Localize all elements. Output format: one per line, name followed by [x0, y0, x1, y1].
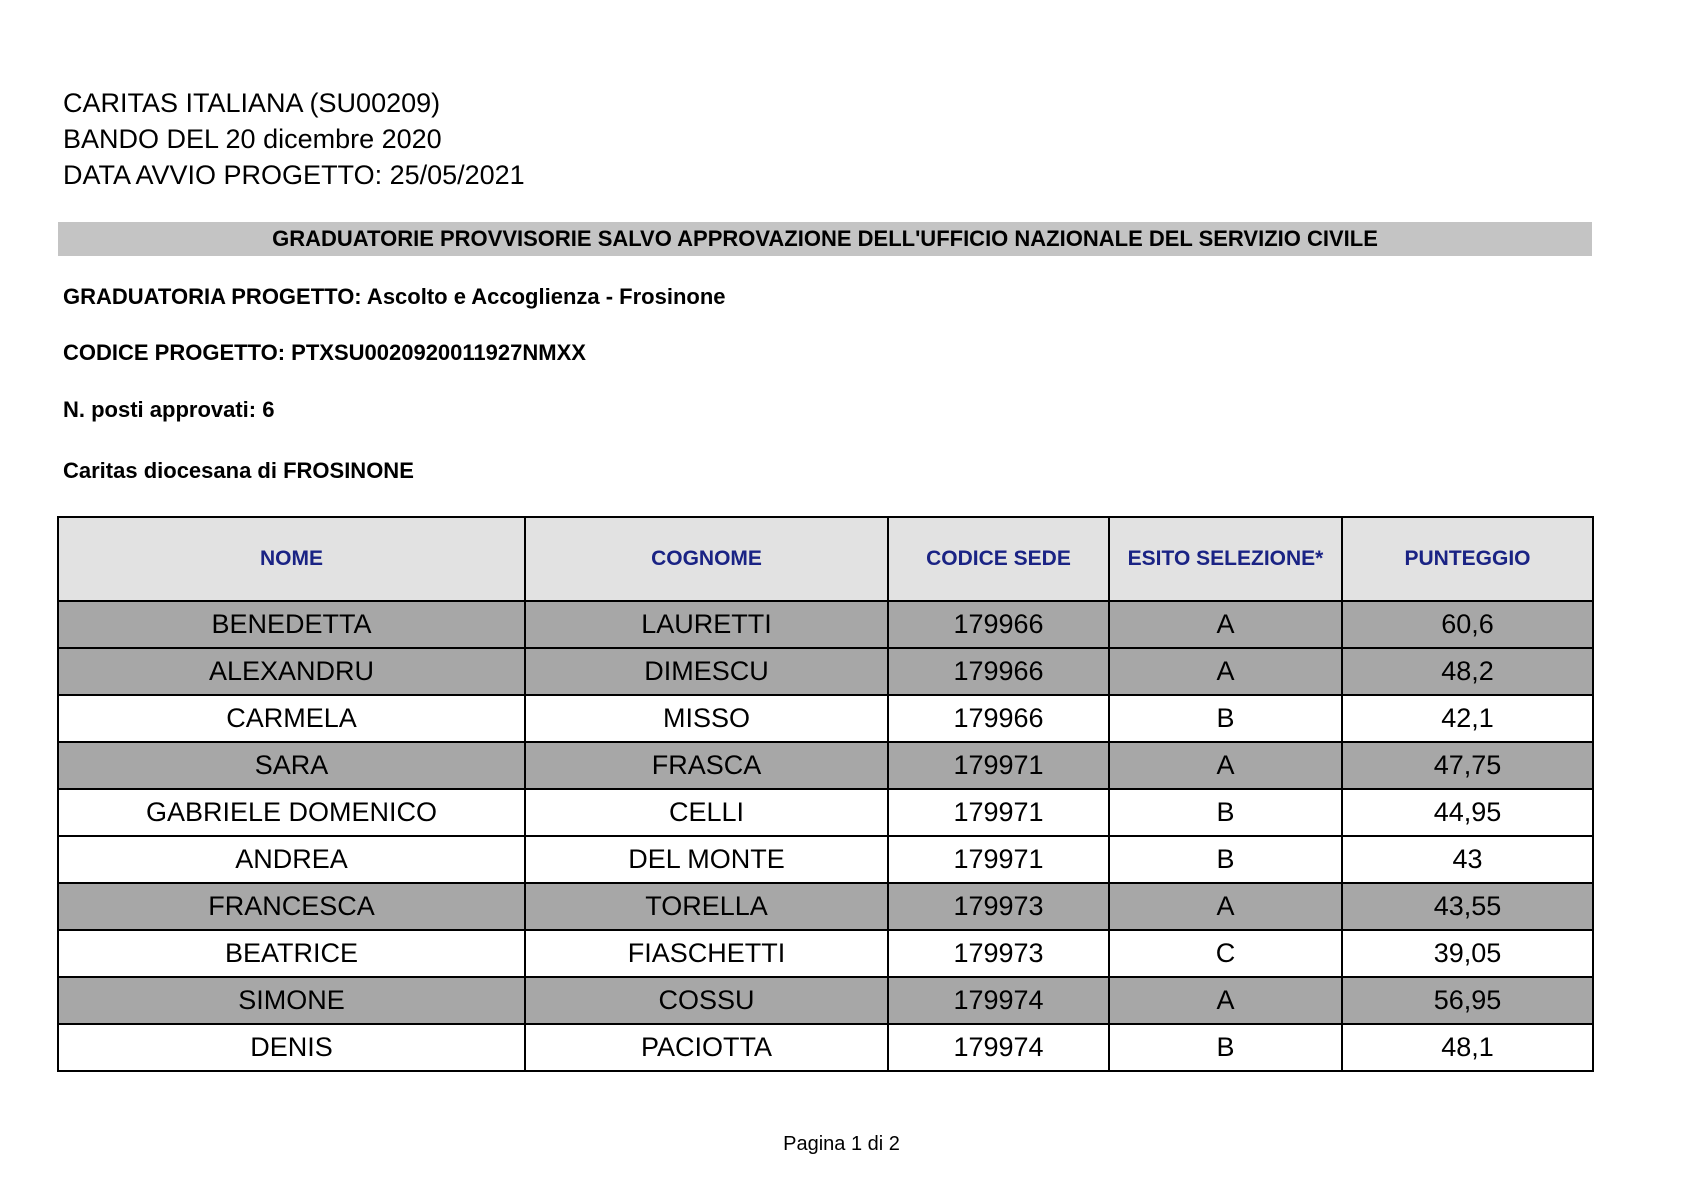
approved-positions: N. posti approvati: 6	[63, 397, 275, 422]
cell-punteggio: 43,55	[1342, 883, 1593, 930]
cell-cognome: TORELLA	[525, 883, 888, 930]
cell-punteggio: 56,95	[1342, 977, 1593, 1024]
table-row	[58, 742, 1593, 789]
cell-codice-sede: 179966	[888, 695, 1109, 742]
col-header-cognome: COGNOME	[525, 517, 888, 601]
cell-nome: ANDREA	[58, 836, 525, 883]
cell-codice-sede: 179971	[888, 789, 1109, 836]
cell-esito: A	[1109, 648, 1342, 695]
cell-esito: A	[1109, 977, 1342, 1024]
cell-punteggio: 60,6	[1342, 601, 1593, 648]
cell-punteggio: 42,1	[1342, 695, 1593, 742]
cell-cognome: PACIOTTA	[525, 1024, 888, 1071]
ranking-table	[57, 516, 1594, 1072]
page-number: Pagina 1 di 2	[783, 1133, 900, 1155]
cell-nome: BENEDETTA	[58, 601, 525, 648]
cell-codice-sede: 179966	[888, 648, 1109, 695]
cell-codice-sede: 179966	[888, 601, 1109, 648]
cell-cognome: CELLI	[525, 789, 888, 836]
cell-cognome: MISSO	[525, 695, 888, 742]
table-row	[58, 601, 1593, 648]
table-row	[58, 930, 1593, 977]
organization-line: CARITAS ITALIANA (SU00209)	[63, 88, 441, 118]
cell-esito: B	[1109, 836, 1342, 883]
cell-esito: A	[1109, 601, 1342, 648]
project-code: CODICE PROGETTO: PTXSU0020920011927NMXX	[63, 340, 586, 365]
bando-line: BANDO DEL 20 dicembre 2020	[63, 124, 442, 154]
cell-cognome: COSSU	[525, 977, 888, 1024]
table-row	[58, 648, 1593, 695]
table-row	[58, 1024, 1593, 1071]
cell-punteggio: 43	[1342, 836, 1593, 883]
cell-nome: BEATRICE	[58, 930, 525, 977]
document-header	[63, 85, 525, 193]
cell-codice-sede: 179974	[888, 977, 1109, 1024]
cell-esito: C	[1109, 930, 1342, 977]
cell-cognome: LAURETTI	[525, 601, 888, 648]
col-header-esito: ESITO SELEZIONE*	[1109, 517, 1342, 601]
cell-codice-sede: 179971	[888, 742, 1109, 789]
cell-codice-sede: 179973	[888, 930, 1109, 977]
cell-cognome: DIMESCU	[525, 648, 888, 695]
cell-codice-sede: 179974	[888, 1024, 1109, 1071]
cell-cognome: DEL MONTE	[525, 836, 888, 883]
table-header-row	[58, 517, 1593, 601]
start-date-line: DATA AVVIO PROGETTO: 25/05/2021	[63, 160, 525, 190]
cell-codice-sede: 179971	[888, 836, 1109, 883]
diocesan-office: Caritas diocesana di FROSINONE	[63, 458, 414, 483]
cell-punteggio: 44,95	[1342, 789, 1593, 836]
table-row	[58, 977, 1593, 1024]
table-row	[58, 836, 1593, 883]
project-ranking-title: GRADUATORIA PROGETTO: Ascolto e Accoglienza - Frosinone	[63, 284, 726, 309]
cell-nome: SARA	[58, 742, 525, 789]
cell-esito: A	[1109, 883, 1342, 930]
cell-nome: SIMONE	[58, 977, 525, 1024]
cell-esito: B	[1109, 789, 1342, 836]
cell-codice-sede: 179973	[888, 883, 1109, 930]
cell-esito: A	[1109, 742, 1342, 789]
cell-cognome: FIASCHETTI	[525, 930, 888, 977]
cell-punteggio: 47,75	[1342, 742, 1593, 789]
col-header-punteggio: PUNTEGGIO	[1342, 517, 1593, 601]
provisional-ranking-banner: GRADUATORIE PROVVISORIE SALVO APPROVAZIONE DELL'UFFICIO NAZIONALE DEL SERVIZIO CIVILE	[58, 222, 1592, 256]
table-row	[58, 789, 1593, 836]
table-row	[58, 695, 1593, 742]
cell-nome: FRANCESCA	[58, 883, 525, 930]
cell-nome: DENIS	[58, 1024, 525, 1071]
cell-punteggio: 48,2	[1342, 648, 1593, 695]
cell-esito: B	[1109, 1024, 1342, 1071]
cell-punteggio: 48,1	[1342, 1024, 1593, 1071]
cell-nome: CARMELA	[58, 695, 525, 742]
cell-punteggio: 39,05	[1342, 930, 1593, 977]
cell-nome: ALEXANDRU	[58, 648, 525, 695]
cell-cognome: FRASCA	[525, 742, 888, 789]
col-header-nome: NOME	[58, 517, 525, 601]
cell-nome: GABRIELE DOMENICO	[58, 789, 525, 836]
cell-esito: B	[1109, 695, 1342, 742]
col-header-codice-sede: CODICE SEDE	[888, 517, 1109, 601]
table-row	[58, 883, 1593, 930]
